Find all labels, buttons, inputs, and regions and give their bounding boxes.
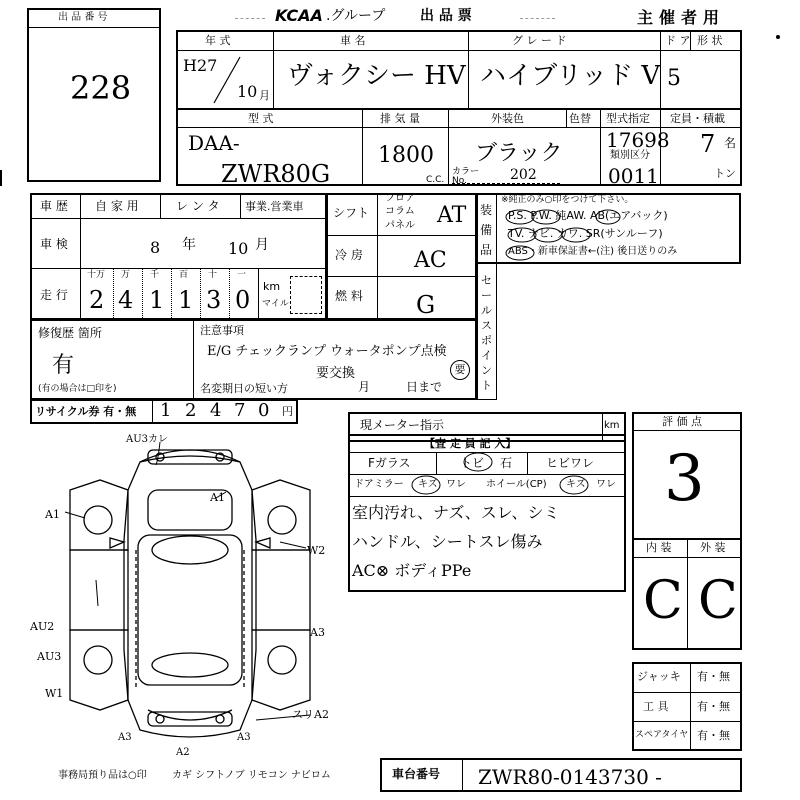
color-no-prefix: カラー No. <box>452 167 480 186</box>
shift-panel: パネル <box>385 220 415 231</box>
damage-mark: AU3カレ <box>126 434 169 445</box>
caution-line2: 要交換 <box>316 366 356 381</box>
model-prefix: DAA- <box>188 131 240 155</box>
caution-label: 注意事項 <box>200 324 244 337</box>
equipment-line3: ABS・新車保証書←(注) 後日送りのみ <box>508 246 678 257</box>
inspection-year: 8 <box>150 238 161 257</box>
mirror-label: ドアミラー <box>354 479 404 490</box>
doors-label: ド ア <box>665 34 691 47</box>
equipment-note: ※純正のみ○印をつけて下さい。 <box>501 195 634 205</box>
repair-note: (有の場合は□印を) <box>38 384 117 394</box>
recycle-digit: 7 <box>234 400 246 421</box>
equipment-line1: P.S. P.W. 純AW. AB(エアバック) <box>508 209 668 222</box>
jack-value: 有・無 <box>697 670 730 683</box>
year-month: 10 <box>237 82 258 101</box>
organizer-label: 主催者用 <box>637 8 726 27</box>
equipment-line2: TV. ナビ. カワ. SR(サンルーフ) <box>508 227 663 240</box>
shift-value: AT <box>437 203 467 228</box>
inspection-label: 車 検 <box>40 237 68 251</box>
color-value: ブラック <box>475 141 563 166</box>
expiry-day-unit: 日まで <box>406 380 443 394</box>
fuel-value: G <box>416 291 436 319</box>
exterior-label: 外 装 <box>700 541 726 554</box>
digit-header: 十万 <box>87 270 106 280</box>
lot-number-label: 出 品 番 号 <box>58 12 108 23</box>
mileage-digit: 0 <box>235 286 251 314</box>
repair-value: 有 <box>52 353 75 378</box>
keys-note: 事務局預り品は○印 <box>58 770 147 781</box>
type-spec-value: 17698 <box>606 128 670 152</box>
grade-label: グ レ ー ド <box>512 34 567 47</box>
edge-mark <box>0 170 2 186</box>
repair-label: 修復歴 箇所 <box>38 326 102 340</box>
model-code: ZWR80G <box>221 160 331 188</box>
jack-label: ジャッキ <box>637 670 681 683</box>
mileage-digit: 4 <box>118 286 134 314</box>
wheel-scratch: キズ <box>566 479 586 490</box>
car-name-value: ヴォクシー HV <box>287 61 466 91</box>
capacity-value: 7 <box>700 130 716 158</box>
mile-box <box>290 276 322 314</box>
digit-header: 一 <box>237 270 247 280</box>
inspector-note-2: ハンドル、シートスレ傷み <box>352 532 543 551</box>
meter-unit: km <box>604 420 620 431</box>
glass-chip: トビ <box>460 456 485 470</box>
damage-mark: A3 <box>118 732 132 743</box>
body-type-label: 形 状 <box>697 34 723 47</box>
inspection-month: 10 <box>228 239 249 258</box>
inspection-year-unit: 年 <box>182 237 196 253</box>
exterior-score: C <box>698 571 738 631</box>
mile-unit: マイル <box>262 299 289 309</box>
shift-column: コラム <box>385 206 415 217</box>
wheel-crack: ワレ <box>596 479 616 490</box>
aircon-label: 冷 房 <box>335 248 363 262</box>
digit-header: 百 <box>179 270 189 280</box>
damage-mark: スリA2 <box>292 708 329 721</box>
km-unit: km <box>263 280 281 293</box>
glass-stone: 石 <box>500 456 513 470</box>
aircon-value: AC <box>414 248 447 273</box>
year-era: H27 <box>183 56 218 75</box>
meter-label: 現メーター指示 <box>360 418 445 432</box>
history-label: 車 歴 <box>40 199 68 213</box>
rating-label: 評 価 点 <box>662 415 702 428</box>
glass-crack: ヒビワレ <box>546 456 595 470</box>
sales-point-label: セ ー ル ス ポ イ ン ト <box>481 274 492 392</box>
caution-mark: 要 <box>450 360 470 380</box>
type-spec-label: 型式指定 <box>606 112 650 125</box>
grade-value: ハイブリッド V <box>480 61 661 91</box>
header-dash <box>520 18 555 19</box>
shift-floor: フロア <box>385 193 415 204</box>
fuel-label: 燃 料 <box>335 289 363 303</box>
document-title: 出 品 票 <box>420 8 472 24</box>
wheel-label: ホイール(CP) <box>486 479 547 490</box>
year-month-unit: 月 <box>259 89 270 102</box>
doors-value: 5 <box>667 66 681 91</box>
mirror-crack: ワレ <box>446 479 466 490</box>
interior-label: 内 装 <box>646 541 672 554</box>
brand-logo: KCAA <box>275 6 323 25</box>
history-private: 自 家 用 <box>95 199 139 213</box>
expiry-month-unit: 月 <box>358 380 371 394</box>
damage-mark: A3 <box>237 732 251 743</box>
recycle-digit: 4 <box>210 400 222 421</box>
inspector-note-3: AC⊗ ボディPPe <box>352 561 472 580</box>
mileage-digit: 3 <box>206 286 222 314</box>
glass-label: Fガラス <box>368 456 411 470</box>
capacity-label: 定員・積載 <box>670 112 725 125</box>
damage-mark: AU2 <box>30 620 55 633</box>
interior-score: C <box>643 571 683 631</box>
damage-mark: AU3 <box>37 650 62 663</box>
keys-items: カギ シフトノブ リモコン ナビロム <box>172 770 331 781</box>
digit-header: 十 <box>208 270 218 280</box>
cc-unit: C.C. <box>426 175 445 185</box>
chassis-number: ZWR80-0143730 - <box>478 765 662 789</box>
inspector-circles <box>400 450 600 496</box>
chassis-label: 車台番号 <box>392 767 441 781</box>
header-dash <box>235 18 265 19</box>
category-value: 0011 <box>608 164 659 188</box>
shift-label: シフト <box>333 206 370 220</box>
spare-label: スペアタイヤ <box>635 730 689 740</box>
displacement-label: 排 気 量 <box>380 112 420 125</box>
inspector-note-1: 室内汚れ、ナズ、スレ、シミ <box>352 503 560 522</box>
damage-mark: W2 <box>307 544 326 557</box>
history-business: 事業.営業車 <box>245 200 304 213</box>
lot-number-value: 228 <box>70 69 132 107</box>
damage-mark: A1 <box>210 491 225 504</box>
model-label: 型 式 <box>248 112 274 125</box>
capacity-unit: 名 <box>724 136 737 150</box>
ton-unit: トン <box>714 167 736 180</box>
digit-header: 万 <box>121 270 131 280</box>
digit-header: 千 <box>150 270 160 280</box>
inspector-label: 【査 定 員 記 入】 <box>424 437 517 450</box>
color-change-label: 色替 <box>569 112 591 125</box>
recycle-digit: 0 <box>258 400 270 421</box>
recycle-digit: 1 <box>160 400 172 421</box>
year-label: 年 式 <box>205 34 231 47</box>
recycle-label: リサイクル券 有・無 <box>35 405 137 418</box>
car-name-label: 車 名 <box>340 34 366 47</box>
damage-mark: W1 <box>45 687 64 700</box>
mileage-label: 走 行 <box>40 288 68 302</box>
tools-label: 工 具 <box>643 700 669 713</box>
equipment-label: 装 備 品 <box>480 203 493 257</box>
displacement-value: 1800 <box>378 143 434 168</box>
mileage-digit: 1 <box>178 286 194 314</box>
tools-value: 有・無 <box>697 700 730 713</box>
damage-mark: A2 <box>176 747 190 758</box>
mirror-scratch: キズ <box>418 479 438 490</box>
caution-line1: E/G チェックランプ ウォータポンプ点検 <box>207 344 447 359</box>
color-no-value: 202 <box>510 167 537 183</box>
history-rental: レ ン タ <box>176 199 220 213</box>
binder-dot <box>776 35 780 39</box>
spare-value: 有・無 <box>697 729 730 742</box>
brand-suffix: .グループ <box>326 8 386 24</box>
color-label: 外装色 <box>491 112 524 125</box>
expiry-label: 名変期日の短い方 <box>200 382 288 395</box>
mileage-digit: 1 <box>149 286 165 314</box>
rating-score: 3 <box>664 442 705 516</box>
mileage-digit: 2 <box>89 286 105 314</box>
inspection-month-unit: 月 <box>255 237 269 253</box>
damage-mark: A1 <box>45 508 60 521</box>
damage-mark: A3 <box>310 626 325 639</box>
category-label: 類別区分 <box>610 150 650 161</box>
yen-unit: 円 <box>282 405 293 418</box>
equipment-circles <box>500 205 640 263</box>
recycle-digit: 2 <box>185 400 197 421</box>
